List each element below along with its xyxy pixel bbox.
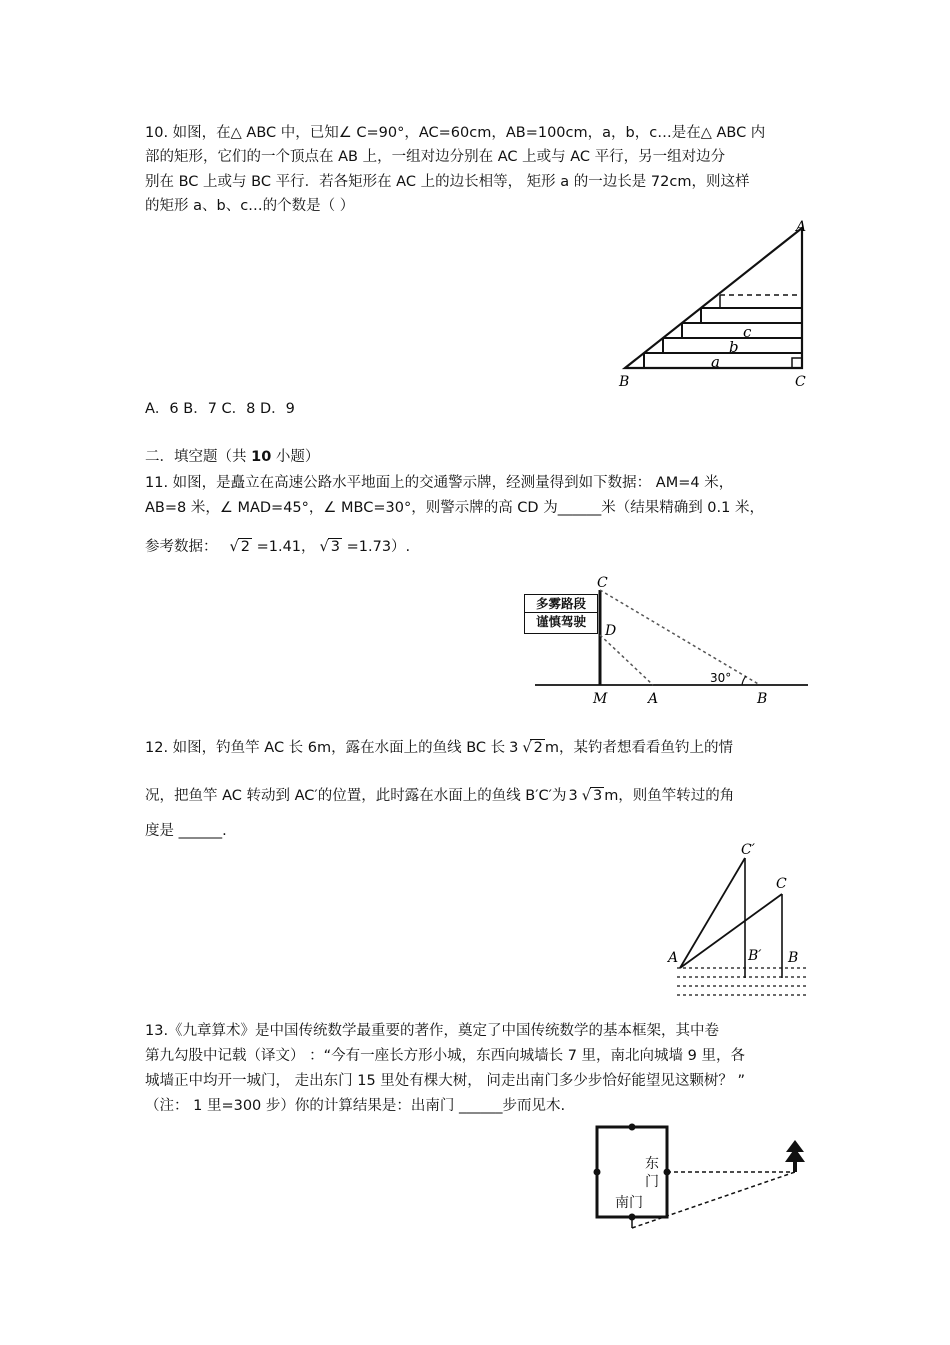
q12-fishing-rod-figure (665, 838, 810, 1008)
q12-label-A: A (668, 950, 679, 966)
q12-label-B-prime: B′ (748, 948, 762, 964)
q11-label-M: M (593, 691, 608, 707)
q11-warning-sign-figure (520, 572, 810, 707)
q11-value-1: =1.41， (251, 539, 316, 555)
sign-text-line-2: 谨慎驾驶 (535, 614, 586, 629)
q11-line-3 (145, 535, 410, 556)
q11-label-D: D (605, 623, 617, 639)
section-heading-count: 10 (251, 449, 272, 465)
q13-line-2: 第九勾股中记载（译文） ：“今有一座长方形小城，东西向城墙长 7 里，南北向城墙 9 里，各 (145, 1048, 746, 1064)
q12-sqrt-2: √ 2 (530, 739, 544, 756)
warning-sign-board (524, 594, 598, 634)
q11-line-2: AB=8 米，∠ MAD=45°，∠ MBC=30°，则警示牌的高 CD 为______米（结果精确到 0.1 米， (145, 500, 764, 516)
q13-line-3: 城墙正中均开一城门， 走出东门 15 里处有棵大树， 问走出南门多少步恰好能望见这颗树？ ” (145, 1073, 746, 1089)
q12-coefficient-1: 3 (509, 740, 519, 756)
q12-text-3: 况，把鱼竿 AC 转动到 AC′的位置，此时露在水面上的鱼线 B′C′为 (145, 788, 567, 804)
q12-text-2: m，某钓者想看看鱼钓上的情 (544, 740, 734, 756)
q12-label-C: C (776, 876, 787, 892)
q12-label-C-prime: C′ (741, 842, 755, 858)
q10-line-2: 部的矩形，它们的一个顶点在 AB 上，一组对边分别在 AC 上或与 AC 平行，另一组对边分 (145, 149, 726, 165)
east-gate-label (642, 1155, 662, 1191)
section-heading (145, 445, 319, 466)
section-heading-suffix: 小题） (271, 449, 320, 465)
tree-icon (785, 1140, 805, 1172)
q10-label-C: C (795, 374, 806, 390)
q12-line-2 (145, 784, 734, 805)
q13-line-1: 13.《九章算术》是中国传统数学最重要的著作，奠定了中国传统数学的基本框架，其中卷 (145, 1023, 720, 1039)
q10-line-4: 的矩形 a、b、c…的个数是（ ） (145, 198, 355, 214)
section-heading-prefix: 二．填空题（共 (145, 449, 252, 465)
q11-label-B: B (757, 691, 768, 707)
q10-options: A．6 B．7 C．8 D．9 (145, 401, 295, 417)
q10-triangle-figure (615, 218, 815, 393)
q12-text-4: m，则鱼竿转过的角 (604, 788, 735, 804)
east-gate-char-1: 东 (645, 1156, 659, 1172)
q12-line-1 (145, 736, 733, 757)
q10-label-a: a (711, 353, 720, 371)
q10-line-3: 别在 BC 上或与 BC 平行．若各矩形在 AC 上的边长相等， 矩形 a 的一边长是 72cm，则这样 (145, 174, 750, 190)
q10-label-A: A (796, 219, 807, 235)
q13-city-figure (590, 1120, 810, 1235)
q11-line-1: 11. 如图，是矗立在高速公路水平地面上的交通警示牌，经测量得到如下数据： AM=4 米， (145, 475, 734, 491)
q10-label-c: c (743, 323, 752, 341)
q12-coefficient-2: 3 (568, 788, 578, 804)
sqrt-2: √ 2 (238, 538, 252, 555)
q12-text-1: 12. 如图，钓鱼竿 AC 长 6m，露在水面上的鱼线 BC 长 (145, 740, 506, 756)
q10-label-b: b (729, 338, 739, 356)
q11-label-C: C (597, 575, 608, 591)
q10-label-B: B (619, 374, 630, 390)
q12-sqrt-3: √ 3 (590, 787, 604, 804)
q11-label-A: A (648, 691, 659, 707)
south-gate-label: 南门 (615, 1195, 643, 1211)
sign-text-line-1: 多雾路段 (525, 595, 597, 613)
east-gate-char-2: 门 (645, 1174, 659, 1190)
q12-line-3: 度是 ______. (145, 823, 227, 839)
q10-line-1: 10. 如图，在△ ABC 中，已知∠ C=90°，AC=60cm，AB=100cm，a，b，c…是在△ ABC 内 (145, 125, 766, 141)
q11-value-2: =1.73）. (342, 539, 411, 555)
q11-angle-label: 30° (710, 671, 732, 685)
sqrt-3: √ 3 (328, 538, 342, 555)
q13-line-4: （注： 1 里=300 步）你的计算结果是：出南门 ______步而见木. (145, 1098, 566, 1114)
q11-reference-label: 参考数据： (145, 539, 218, 555)
q12-label-B: B (788, 950, 799, 966)
